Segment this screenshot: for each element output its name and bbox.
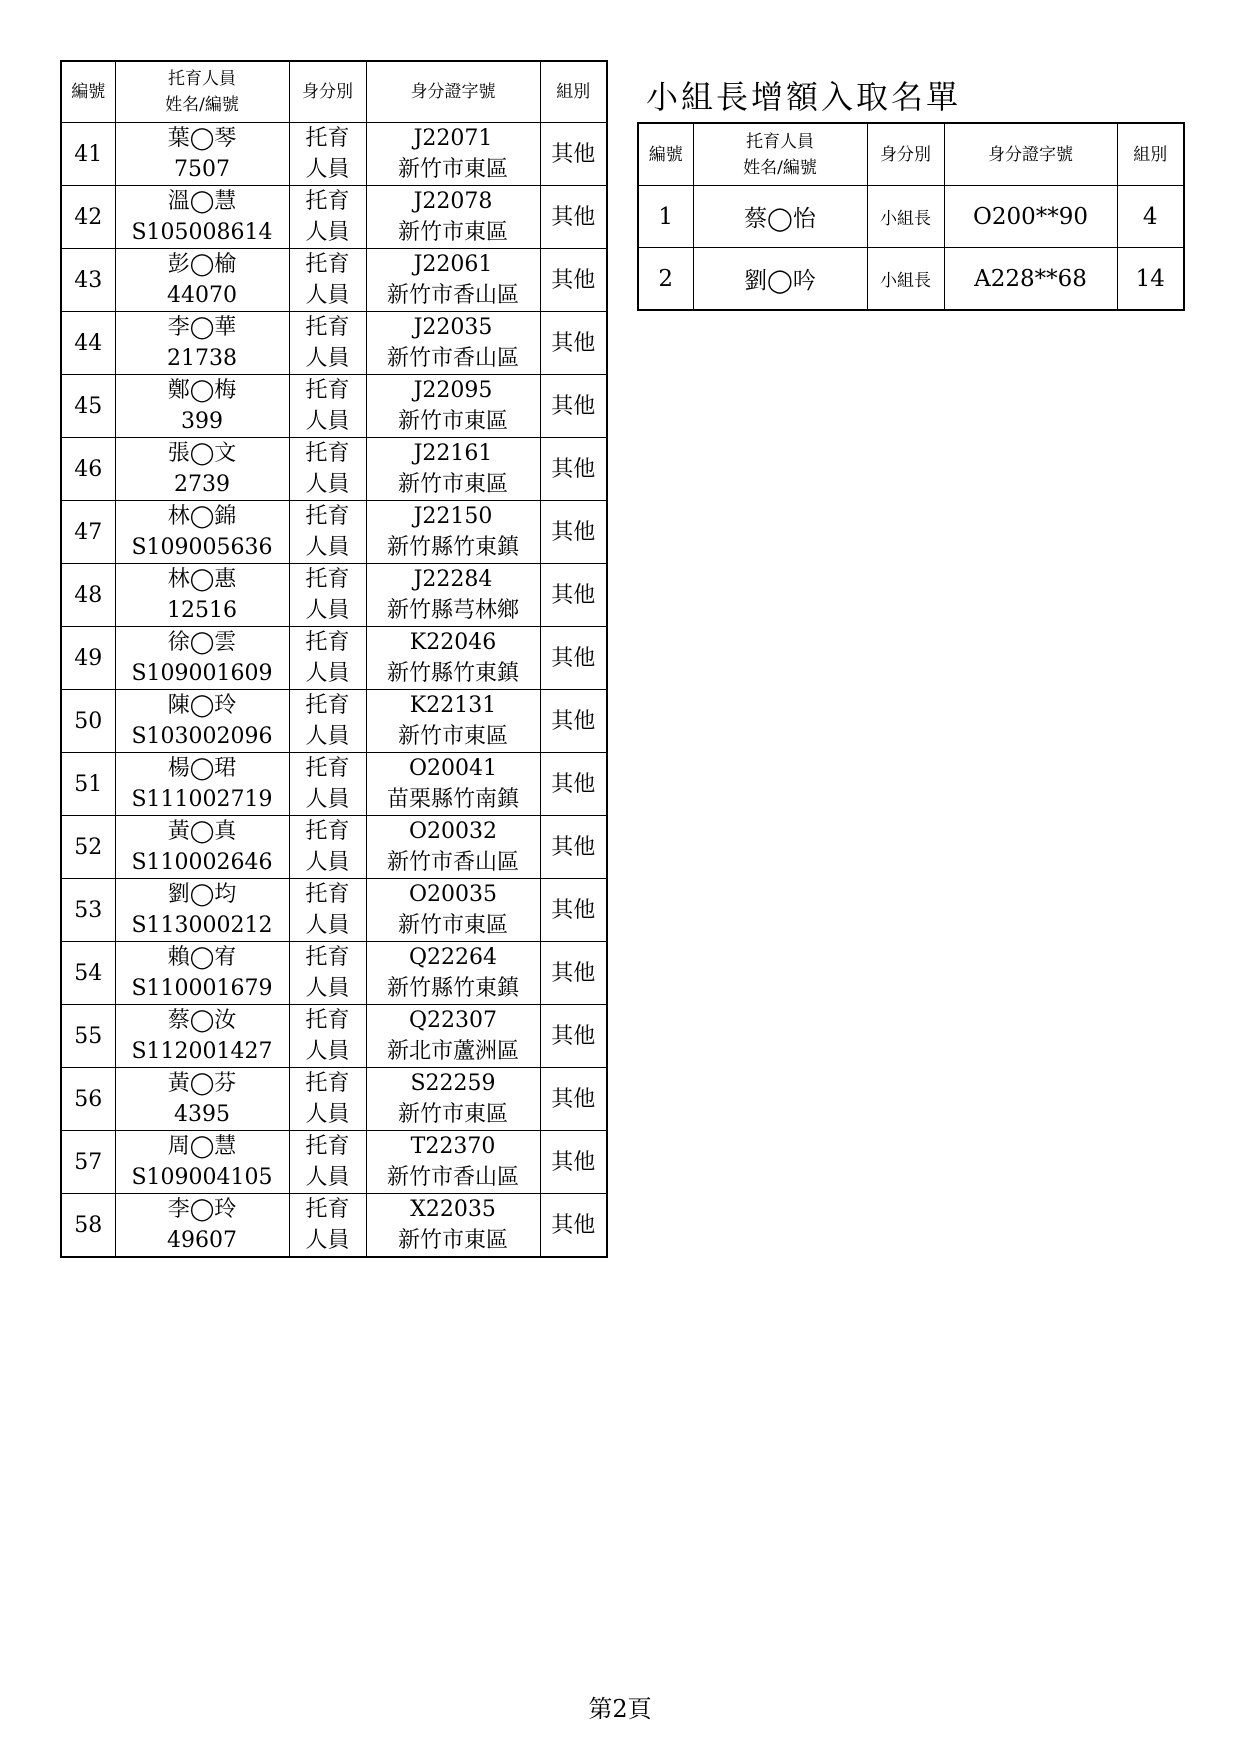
row-name: 陳◯玲 (167, 693, 237, 718)
table-row (61, 627, 607, 690)
row-group: 其他 (540, 627, 607, 690)
row-idcard: J22035 (413, 315, 493, 340)
row-idcard-cell (366, 627, 540, 690)
row-status-top: 托育 (305, 1197, 350, 1222)
row-area: 新竹市東區 (397, 1228, 508, 1253)
row-id: 52 (61, 816, 115, 879)
leader-row-id: 1 (638, 186, 693, 248)
row-idcard-cell (366, 438, 540, 501)
leader-row-status: 小組長 (867, 248, 944, 311)
row-status-cell (289, 1068, 366, 1131)
row-code: 21738 (167, 346, 237, 371)
header-id: 編號 (61, 61, 115, 123)
row-status-cell (289, 1194, 366, 1258)
row-group: 其他 (540, 312, 607, 375)
row-area: 新竹市東區 (397, 409, 508, 434)
row-status-bottom: 人員 (305, 1102, 350, 1127)
row-idcard-cell (366, 123, 540, 186)
row-id: 50 (61, 690, 115, 753)
row-name: 彭◯榆 (167, 252, 237, 277)
row-group: 其他 (540, 123, 607, 186)
row-status-bottom: 人員 (305, 976, 350, 1001)
row-status-top: 托育 (305, 378, 350, 403)
row-status-bottom: 人員 (305, 787, 350, 812)
row-area: 新竹市香山區 (386, 346, 519, 371)
row-idcard-cell (366, 1068, 540, 1131)
row-status-cell (289, 690, 366, 753)
row-name-cell (115, 879, 289, 942)
leader-row-id: 2 (638, 248, 693, 311)
row-idcard: J22061 (413, 252, 493, 277)
row-id: 42 (61, 186, 115, 249)
row-name: 楊◯珺 (167, 756, 237, 781)
row-group: 其他 (540, 375, 607, 438)
row-code: 12516 (167, 598, 237, 623)
row-status-cell (289, 564, 366, 627)
row-idcard: O20041 (408, 756, 498, 781)
leader-table-header-row (638, 123, 1184, 186)
row-idcard: J22161 (413, 441, 493, 466)
row-status-top: 托育 (305, 1008, 350, 1033)
row-area: 新竹市東區 (397, 220, 508, 245)
table-row (61, 690, 607, 753)
row-code: S112001427 (131, 1039, 273, 1064)
row-status-bottom: 人員 (305, 598, 350, 623)
row-name: 劉◯均 (167, 882, 237, 907)
row-status-bottom: 人員 (305, 346, 350, 371)
leader-header-name (693, 123, 867, 186)
row-status-cell (289, 501, 366, 564)
row-group: 其他 (540, 753, 607, 816)
row-idcard-cell (366, 249, 540, 312)
row-status-cell (289, 879, 366, 942)
leader-row-name: 劉◯吟 (693, 248, 867, 311)
row-area: 新竹市東區 (397, 157, 508, 182)
row-name: 周◯慧 (167, 1134, 237, 1159)
row-idcard-cell (366, 1131, 540, 1194)
row-status-top: 托育 (305, 882, 350, 907)
table-row (61, 501, 607, 564)
table-row (61, 312, 607, 375)
row-id: 54 (61, 942, 115, 1005)
row-area: 新竹市東區 (397, 913, 508, 938)
row-status-cell (289, 186, 366, 249)
row-status-top: 托育 (305, 252, 350, 277)
leader-section-title: 小組長增額入取名單 (646, 78, 962, 116)
row-idcard: T22370 (410, 1134, 496, 1159)
row-area: 新竹市香山區 (386, 283, 519, 308)
row-area: 新竹縣芎林鄉 (386, 598, 519, 623)
table-row (61, 1068, 607, 1131)
row-name-cell (115, 501, 289, 564)
row-status-top: 托育 (305, 126, 350, 151)
page-number: 第2頁 (588, 1695, 652, 1723)
row-status-cell (289, 816, 366, 879)
row-id: 51 (61, 753, 115, 816)
leader-header-id: 編號 (638, 123, 693, 186)
table-row (61, 249, 607, 312)
row-idcard: O20032 (408, 819, 498, 844)
row-status-top: 托育 (305, 756, 350, 781)
row-idcard-cell (366, 1194, 540, 1258)
row-name-cell (115, 312, 289, 375)
row-idcard-cell (366, 753, 540, 816)
row-area: 新竹市東區 (397, 724, 508, 749)
row-area: 新竹市東區 (397, 472, 508, 497)
row-status-bottom: 人員 (305, 850, 350, 875)
table-row (61, 1131, 607, 1194)
row-area: 新竹市香山區 (386, 850, 519, 875)
leader-row-name: 蔡◯怡 (693, 186, 867, 248)
row-idcard-cell (366, 816, 540, 879)
row-name-cell (115, 942, 289, 1005)
row-code: 399 (181, 409, 223, 434)
row-status-top: 托育 (305, 1071, 350, 1096)
row-status-cell (289, 1131, 366, 1194)
row-name-cell (115, 438, 289, 501)
row-status-cell (289, 1005, 366, 1068)
row-idcard: K22131 (409, 693, 497, 718)
row-name-cell (115, 627, 289, 690)
header-name-top: 托育人員 (168, 69, 236, 89)
row-status-cell (289, 123, 366, 186)
row-status-cell (289, 753, 366, 816)
row-code: S109004105 (131, 1165, 273, 1190)
row-status-top: 托育 (305, 819, 350, 844)
row-id: 41 (61, 123, 115, 186)
row-idcard: Q22264 (408, 945, 498, 970)
row-name-cell (115, 564, 289, 627)
row-id: 55 (61, 1005, 115, 1068)
row-status-top: 托育 (305, 1134, 350, 1159)
row-idcard-cell (366, 375, 540, 438)
row-status-bottom: 人員 (305, 409, 350, 434)
row-group: 其他 (540, 1194, 607, 1258)
row-code: 49607 (167, 1228, 237, 1253)
row-name: 蔡◯汝 (167, 1008, 237, 1033)
row-id: 47 (61, 501, 115, 564)
row-name-cell (115, 1194, 289, 1258)
row-status-top: 托育 (305, 945, 350, 970)
row-name-cell (115, 1131, 289, 1194)
table-row (61, 1194, 607, 1258)
row-name-cell (115, 249, 289, 312)
row-idcard-cell (366, 564, 540, 627)
row-name: 張◯文 (167, 441, 237, 466)
row-group: 其他 (540, 690, 607, 753)
row-status-cell (289, 312, 366, 375)
row-id: 48 (61, 564, 115, 627)
row-area: 新北市蘆洲區 (386, 1039, 519, 1064)
row-id: 44 (61, 312, 115, 375)
row-status-bottom: 人員 (305, 535, 350, 560)
row-status-cell (289, 438, 366, 501)
row-code: S110002646 (131, 850, 273, 875)
row-status-bottom: 人員 (305, 1039, 350, 1064)
leader-header-status: 身分別 (867, 123, 944, 186)
table-row (61, 375, 607, 438)
row-status-top: 托育 (305, 189, 350, 214)
leader-row-idcard: O200**90 (944, 186, 1117, 248)
row-idcard-cell (366, 690, 540, 753)
row-code: S109005636 (131, 535, 273, 560)
row-name: 李◯玲 (167, 1197, 237, 1222)
header-name (115, 61, 289, 123)
row-idcard: J22095 (413, 378, 493, 403)
row-code: S103002096 (131, 724, 273, 749)
main-roster-table (60, 60, 608, 1258)
row-idcard: Q22307 (408, 1008, 498, 1033)
leader-row-status: 小組長 (867, 186, 944, 248)
table-row (61, 186, 607, 249)
row-group: 其他 (540, 1068, 607, 1131)
leader-header-group: 組別 (1117, 123, 1184, 186)
row-area: 新竹縣竹東鎮 (386, 661, 519, 686)
row-status-bottom: 人員 (305, 1165, 350, 1190)
row-group: 其他 (540, 438, 607, 501)
row-code: S109001609 (131, 661, 273, 686)
row-code: S111002719 (131, 787, 273, 812)
row-idcard: K22046 (409, 630, 497, 655)
row-idcard: S22259 (410, 1071, 496, 1096)
table-row (61, 753, 607, 816)
row-area: 苗栗縣竹南鎮 (386, 787, 519, 812)
row-idcard-cell (366, 501, 540, 564)
row-name: 溫◯慧 (167, 189, 237, 214)
row-status-bottom: 人員 (305, 157, 350, 182)
leader-header-name-bottom: 姓名/編號 (743, 157, 817, 178)
row-idcard-cell (366, 942, 540, 1005)
row-idcard-cell (366, 879, 540, 942)
row-name: 林◯錦 (167, 504, 237, 529)
row-status-cell (289, 627, 366, 690)
row-code: S110001679 (131, 976, 273, 1001)
leader-table-row (638, 186, 1184, 248)
row-id: 46 (61, 438, 115, 501)
row-code: 4395 (174, 1102, 230, 1127)
row-status-top: 托育 (305, 441, 350, 466)
row-name-cell (115, 816, 289, 879)
row-status-bottom: 人員 (305, 283, 350, 308)
row-status-bottom: 人員 (305, 913, 350, 938)
row-idcard: J22284 (413, 567, 493, 592)
header-status: 身分別 (289, 61, 366, 123)
row-name-cell (115, 186, 289, 249)
row-name: 鄭◯梅 (167, 378, 237, 403)
leader-row-group: 14 (1117, 248, 1184, 311)
row-name: 黃◯真 (167, 819, 237, 844)
leader-table (637, 122, 1185, 311)
row-status-bottom: 人員 (305, 724, 350, 749)
row-group: 其他 (540, 942, 607, 1005)
row-name-cell (115, 1005, 289, 1068)
row-name-cell (115, 753, 289, 816)
row-status-top: 托育 (305, 504, 350, 529)
row-id: 57 (61, 1131, 115, 1194)
row-name-cell (115, 375, 289, 438)
row-area: 新竹市香山區 (386, 1165, 519, 1190)
row-group: 其他 (540, 501, 607, 564)
row-id: 43 (61, 249, 115, 312)
row-code: 44070 (167, 283, 237, 308)
row-status-top: 托育 (305, 315, 350, 340)
row-status-top: 托育 (305, 693, 350, 718)
row-name: 黃◯芬 (167, 1071, 237, 1096)
main-table-header-row (61, 61, 607, 123)
row-status-cell (289, 249, 366, 312)
row-name-cell (115, 1068, 289, 1131)
row-id: 56 (61, 1068, 115, 1131)
row-area: 新竹縣竹東鎮 (386, 976, 519, 1001)
row-status-cell (289, 375, 366, 438)
row-group: 其他 (540, 1005, 607, 1068)
row-id: 45 (61, 375, 115, 438)
row-name: 徐◯雲 (167, 630, 237, 655)
table-row (61, 123, 607, 186)
leader-table-row (638, 248, 1184, 311)
row-idcard-cell (366, 1005, 540, 1068)
leader-row-group: 4 (1117, 186, 1184, 248)
row-name: 李◯華 (167, 315, 237, 340)
table-row (61, 942, 607, 1005)
row-code: S105008614 (131, 220, 273, 245)
row-status-top: 托育 (305, 630, 350, 655)
row-group: 其他 (540, 816, 607, 879)
row-idcard: J22150 (413, 504, 493, 529)
header-idcard: 身分證字號 (366, 61, 540, 123)
table-row (61, 879, 607, 942)
row-name: 林◯惠 (167, 567, 237, 592)
row-idcard: X22035 (410, 1197, 496, 1222)
row-status-bottom: 人員 (305, 1228, 350, 1253)
header-name-bottom: 姓名/編號 (165, 95, 239, 115)
row-name-cell (115, 123, 289, 186)
table-row (61, 1005, 607, 1068)
row-id: 53 (61, 879, 115, 942)
row-status-cell (289, 942, 366, 1005)
row-status-bottom: 人員 (305, 661, 350, 686)
leader-header-name-top: 托育人員 (746, 131, 814, 152)
row-id: 49 (61, 627, 115, 690)
row-idcard: J22078 (413, 189, 493, 214)
row-area: 新竹市東區 (397, 1102, 508, 1127)
row-group: 其他 (540, 249, 607, 312)
table-row (61, 564, 607, 627)
row-code: S113000212 (131, 913, 273, 938)
row-name-cell (115, 690, 289, 753)
row-code: 2739 (174, 472, 230, 497)
header-group: 組別 (540, 61, 607, 123)
row-group: 其他 (540, 1131, 607, 1194)
table-row (61, 438, 607, 501)
row-id: 58 (61, 1194, 115, 1258)
table-row (61, 816, 607, 879)
row-area: 新竹縣竹東鎮 (386, 535, 519, 560)
leader-header-idcard: 身分證字號 (944, 123, 1117, 186)
row-status-top: 托育 (305, 567, 350, 592)
row-name: 葉◯琴 (167, 126, 237, 151)
row-idcard-cell (366, 186, 540, 249)
row-idcard: J22071 (413, 126, 493, 151)
row-code: 7507 (174, 157, 230, 182)
row-group: 其他 (540, 564, 607, 627)
row-group: 其他 (540, 186, 607, 249)
row-idcard-cell (366, 312, 540, 375)
row-name: 賴◯宥 (167, 945, 237, 970)
leader-row-idcard: A228**68 (944, 248, 1117, 311)
row-group: 其他 (540, 879, 607, 942)
row-idcard: O20035 (408, 882, 498, 907)
row-status-bottom: 人員 (305, 472, 350, 497)
row-status-bottom: 人員 (305, 220, 350, 245)
